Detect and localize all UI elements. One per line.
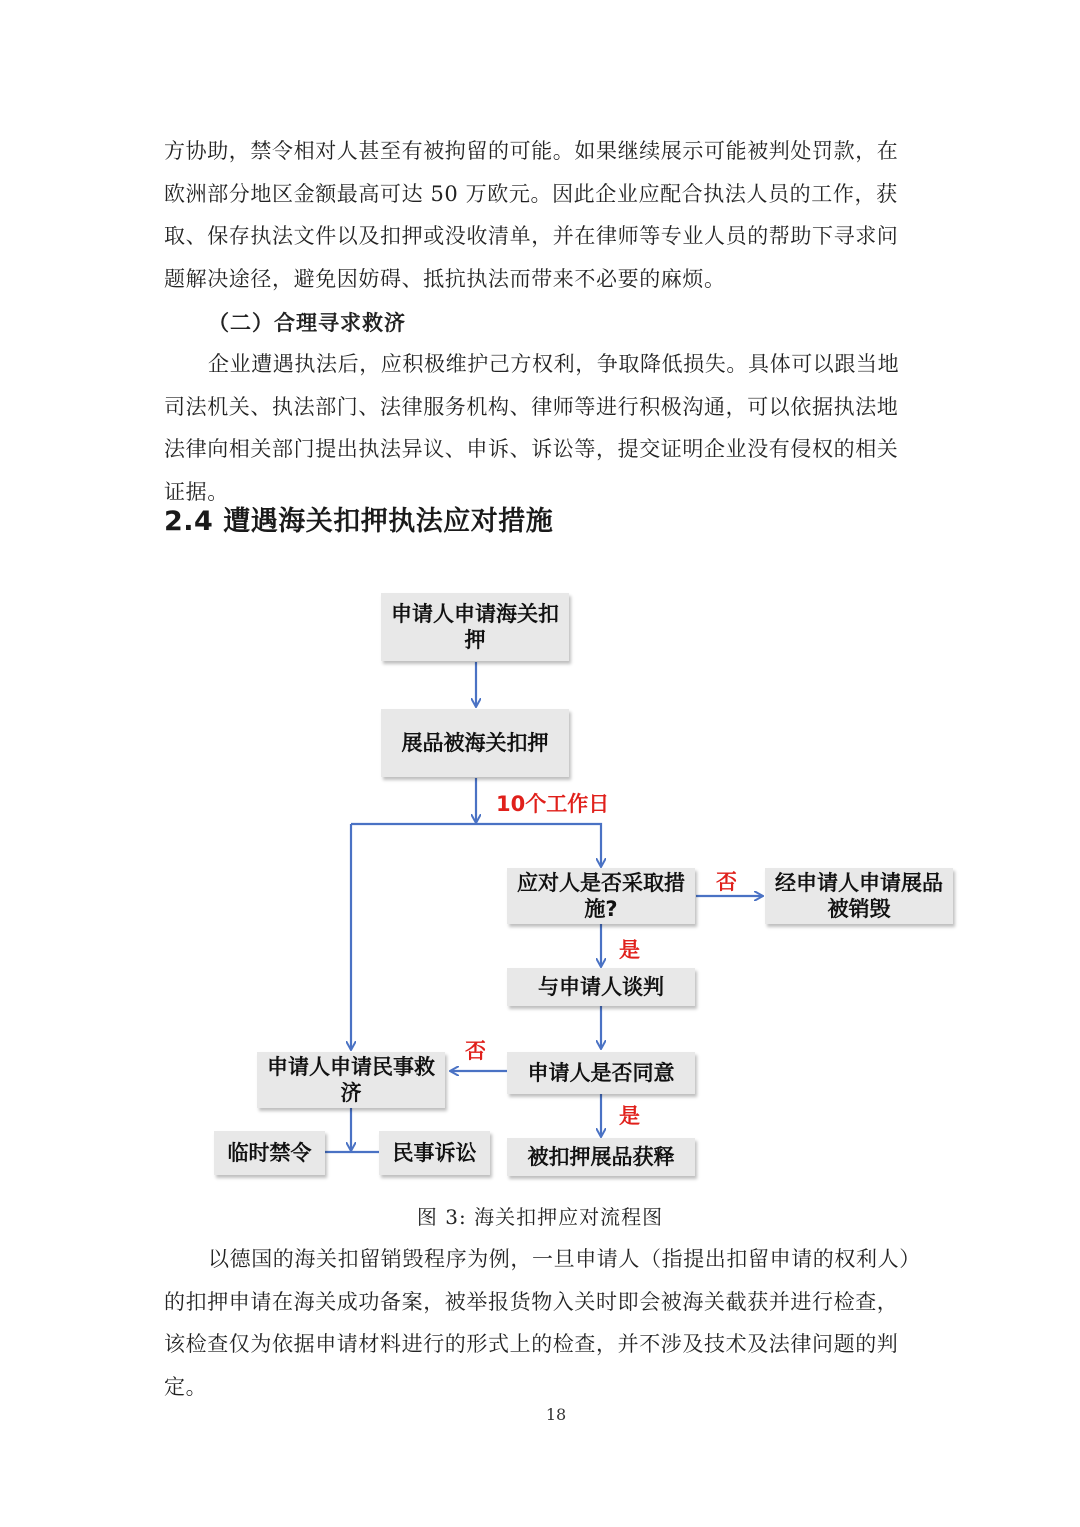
label-yes-released: 是 (619, 1104, 640, 1128)
body-paragraph-3: 以德国的海关扣留销毁程序为例，一旦申请人（指提出扣留申请的权利人）的扣押申请在海关成功备案，被举报货物入关时即会被海关截获并进行检查，该检查仅为依据申请材料进行的形式上的检查，并不涉及技术及法律问题的判定。 (164, 1247, 911, 1399)
node-released: 被扣押展品获释 (507, 1138, 695, 1176)
subheading: （二）合理寻求救济 (208, 311, 406, 335)
label-yes-negotiate: 是 (619, 938, 640, 962)
body-paragraph-2: 企业遭遇执法后，应积极维护己方权利，争取降低损失。具体可以跟当地司法机关、执法部门、法律服务机构、律师等进行积极沟通，可以依据执法地法律向相关部门提出执法异议、申诉、诉讼等，提交证明企业没有侵权的相关证据。 (164, 352, 900, 504)
node-apply-customs: 申请人申请海关扣押 (381, 593, 569, 661)
node-civil-suit: 民事诉讼 (379, 1131, 490, 1175)
label-no-civil-relief: 否 (465, 1039, 486, 1063)
page-number: 18 (545, 1405, 567, 1424)
arrow-to-respondent (351, 824, 601, 866)
node-negotiate: 与申请人谈判 (507, 968, 695, 1006)
section-title: 2.4 遭遇海关扣押执法应对措施 (164, 506, 554, 537)
node-civil-relief: 申请人申请民事救济 (257, 1052, 445, 1108)
figure-caption: 图 3: 海关扣押应对流程图 (416, 1205, 664, 1229)
node-destroy: 经申请人申请展品被销毁 (765, 868, 953, 924)
label-ten-days: 10个工作日 (496, 792, 610, 816)
node-respondent-action: 应对人是否采取措施? (507, 868, 695, 924)
node-temp-injunction: 临时禁令 (214, 1131, 325, 1175)
label-no-destroy: 否 (716, 870, 737, 894)
node-applicant-agree: 申请人是否同意 (507, 1052, 695, 1094)
node-goods-detained: 展品被海关扣押 (381, 709, 569, 777)
body-paragraph-1: 方协助，禁令相对人甚至有被拘留的可能。如果继续展示可能被判处罚款，在欧洲部分地区金额最高可达 50 万欧元。因此企业应配合执法人员的工作，获取、保存执法文件以及扣押或没收清单，并在律师等专业人员的帮助下寻求问题解决途径，避免因妨碍、抵抗执法而带来不必要的麻烦。 (164, 139, 899, 291)
